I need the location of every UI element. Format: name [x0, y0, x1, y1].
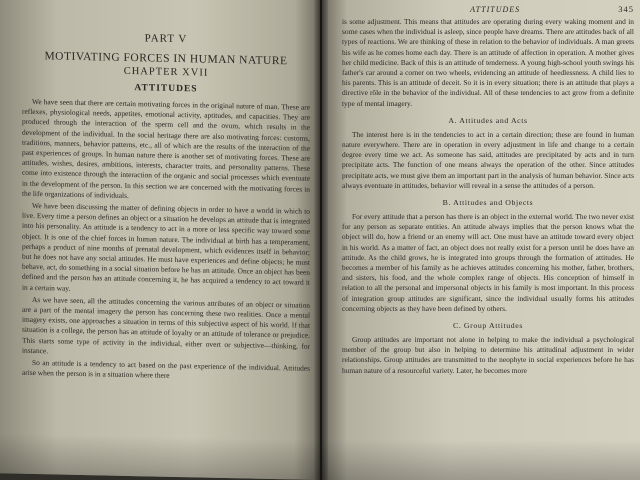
page-shadow	[322, 440, 640, 480]
paragraph: is some adjustment. This means that attitudes are operating during every waking moment and in some cases when the individual is asleep, since people have dreams. There are attitudes back of all types of reactions. We are thinking of these in relation to the behavior of individuals. A man greets his wife as he comes home each day. There is an attitude of affection in operation. A mother gives her child medicine. Back of this is an attitude of tenderness. A young high-school youth swings his father's car around a corner on two wheels, evidencing an attitude of heedlessness. A child lies to his parents. This is an attitude of deceit. So it is in every situation; there is an attitude that plays a directive rôle in the behavior of the individual. All of these tendencies to act grow from a definite type of mental imagery.	[342, 17, 634, 108]
running-head-title: ATTITUDES	[470, 5, 521, 14]
paragraph: For every attitude that a person has there is an object in the external world. The two never exist for any person as separate entities. An attitude always implies that the person knows what the object will do, how a friend or an enemy will act. One must have an attitude toward every object in his world. As a matter of fact, an object does not really exist for a person until he does have an attitude. As the child grows, he is integrated into groups through the formation of attitudes. He becomes a member of his family as he achieves attitudes concerning his mother, father, brothers, and sisters, his food, and the whole complex range of objects. His conception of himself in relation to all the personal and impersonal objects in his family is most important. In this process of integration group attitudes are significant, since the individual usually forms his attitudes concerning objects as they have been defined by others.	[342, 212, 634, 313]
chapter-title: CHAPTER XVII	[123, 65, 209, 79]
section-title: ATTITUDES	[134, 83, 198, 95]
page-shadow	[0, 433, 320, 480]
paragraph: As we have seen, all the attitudes concerning the various attributes of an object or situation are a part of the mental imagery the person has concerning these two realities. Once a mental imagery exists, one approaches a situation in terms of this subjective aspect of his world. If that situation is a college, the person has an attitude of loyalty or an attitude of tolerance or prejudice. This starts some type of activity in the individual, either overt or subjective—thinking, for instance.	[22, 294, 310, 356]
section-heading-a: A. Attitudes and Acts	[448, 115, 528, 125]
section-heading-b: B. Attitudes and Objects	[442, 198, 534, 208]
running-head	[342, 4, 634, 14]
section-heading-c: C. Group Attitudes	[453, 321, 523, 331]
part-title: PART V	[144, 32, 188, 46]
paragraph: The interest here is in the tendencies to act in a certain direction; these are found in human nature everywhere. There are in operation in every adjustment in life and change to a certain degree every time we act. As someone has said, attitudes are precipitated by acts and in turn precipitate acts. The function of one means always the operation of the other. Since attitudes precipitate acts, we must give them an important part in the analysis of human behavior. Since acts always eventuate in attitudes, behavior will reveal in a sense the attitudes of a person.	[342, 129, 634, 190]
paragraph: We have been discussing the matter of defining objects in order to have a world in which to live. Every time a person defines an object or a situation he develops an attitude that is integrated into his personality. An attitude is a tendency to act in a more or less specific way toward some object. It is one of the chief forces in human nature. The individual at birth has a temperament, perhaps a product of nine months of prenatal development, which evidences itself in behavior; but he does not have any social attitudes. He must have experiences and define objects; he must behave, act, do something in a social situation before he has an attitude. Once an object has been defined and the person has an attitude concerning it, he has acquired a tendency to act toward it in a certain way.	[22, 200, 310, 293]
right-page	[322, 0, 640, 480]
main-title: MOTIVATING FORCES IN HUMAN NATURE	[44, 50, 288, 68]
paragraph: So an attitude is a tendency to act based on the past experience of the individual. Attitudes arise when the person is in a situation where there	[22, 358, 310, 381]
paragraph: Group attitudes are important not alone in helping to make the individual a psychological member of the group but also in helping to determine his attitudinal adjustment in wider relationships. Group attitudes are transmitted to the neophyte in social experiences before he has human nature of a resourceful variety. Later, he becomes more	[342, 335, 634, 375]
paragraph: We have seen that there are certain motivating forces in the original nature of man. These are reflexes, physiological needs, appetites, emotional activity, aptitudes, and capacities. They are produced through the interaction of the sperm cell and the ovum, which results in the development of the individual. In the social heritage there are also motivating forces: customs, traditions, manners, behavior patterns, etc., all of which are the results of the interaction of the past experiences of groups. In human nature there is another set of motivating forces. These are attitudes, wishes, desires, ambitions, interests, character traits, and personality patterns. These come into existence through the interaction of the organic and social processes which eventuate in the development of the person. In this section we are concerned with the motivating forces in the life organizations of individuals.	[22, 96, 310, 200]
page-number: 345	[618, 4, 634, 14]
book-gutter	[314, 0, 328, 480]
